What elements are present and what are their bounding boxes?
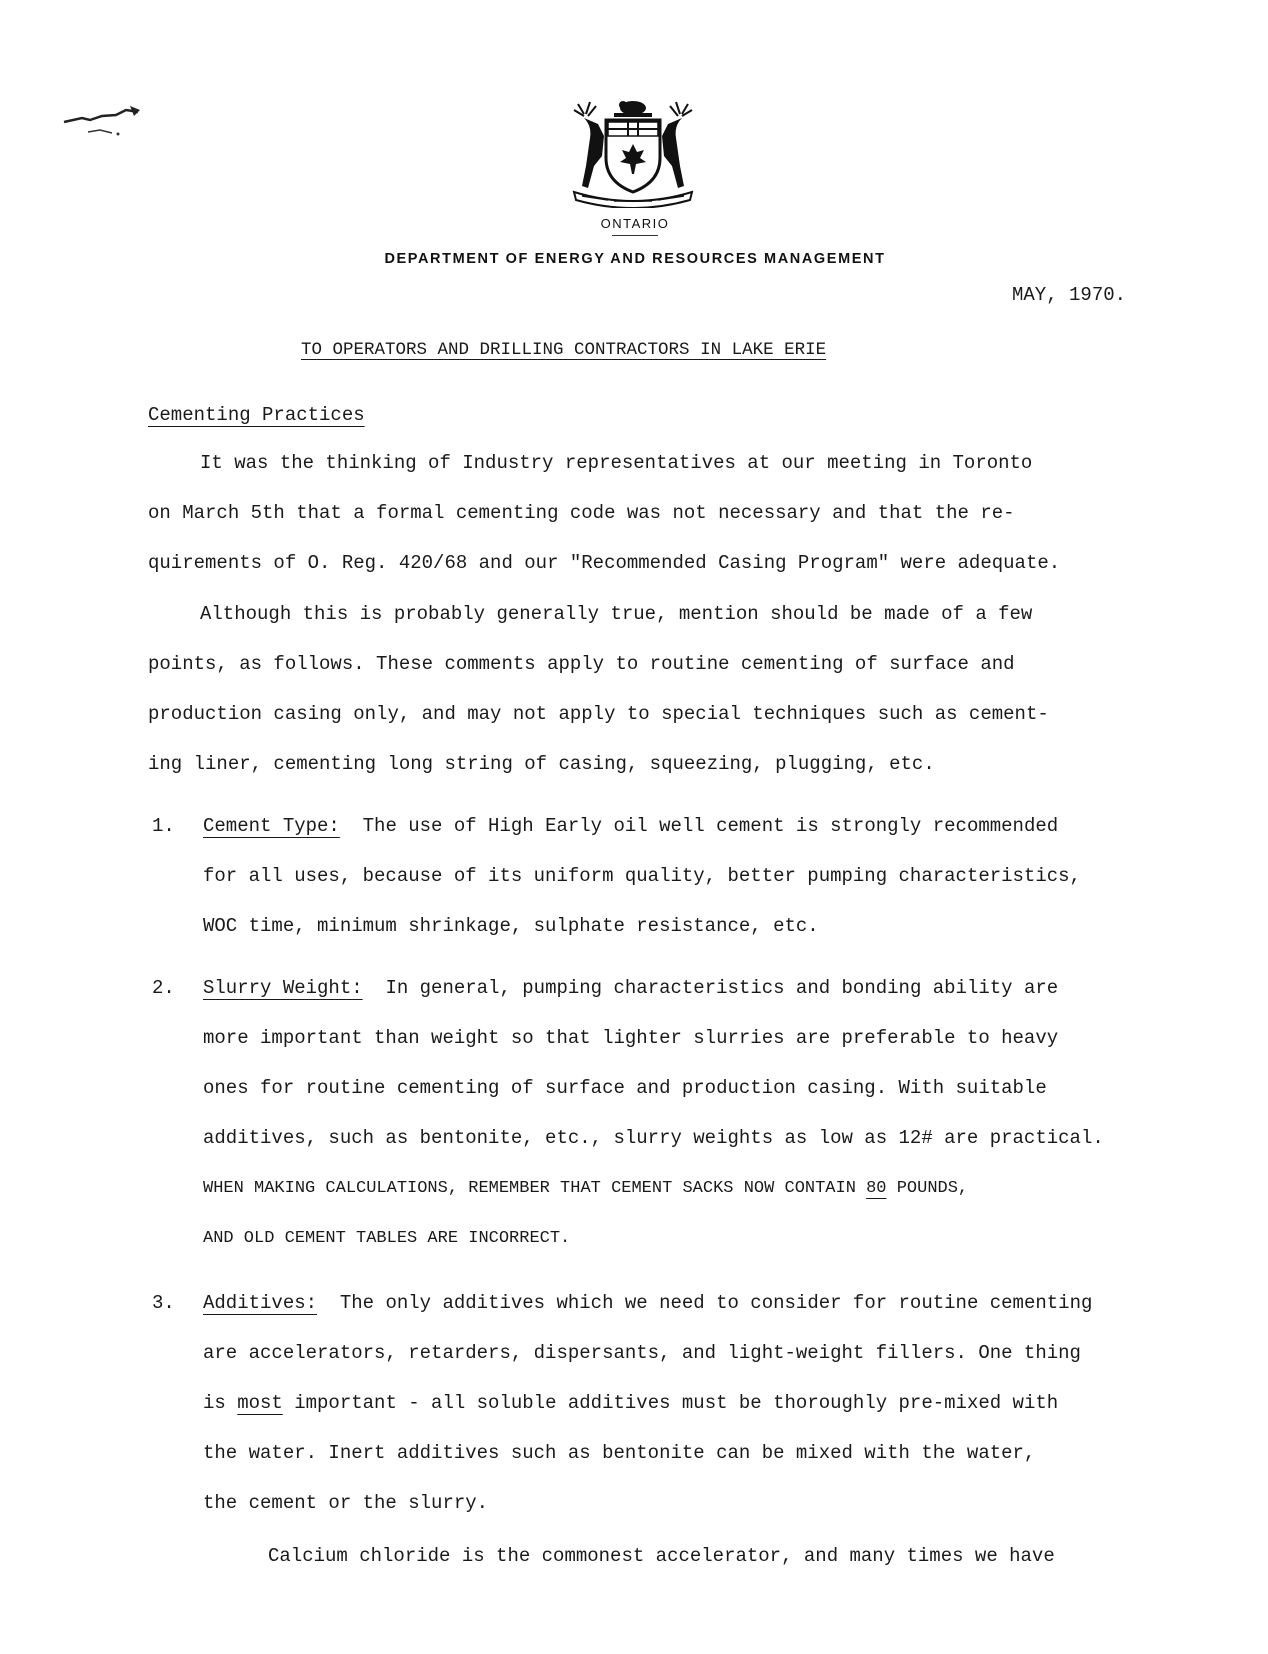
paragraph-line: for all uses, because of its uniform quality, better pumping characteristics, [203,865,1081,887]
paragraph-line: points, as follows. These comments apply to routine cementing of surface and [148,653,1015,675]
ontario-coat-of-arms-icon [568,96,698,208]
item-text: The use of High Early oil well cement is strongly recommended [362,815,1059,837]
paragraph-line: Although this is probably generally true, mention should be made of a few [200,603,1033,625]
paragraph-line: are accelerators, retarders, dispersants, and light-weight fillers. One thing [203,1342,1081,1364]
list-number: 1. [152,815,175,837]
item-term: Slurry Weight: [203,977,363,999]
caps-text: POUNDS, [886,1179,969,1198]
item-text: important - all soluble additives must be thoroughly pre-mixed with [282,1392,1059,1414]
paragraph-line: on March 5th that a formal cementing code was not necessary and that the re- [148,502,1015,524]
caps-notice-line [203,1179,968,1198]
document-date: MAY, 1970. [1012,284,1127,306]
item-text: In general, pumping characteristics and bonding ability are [385,977,1059,999]
scan-mark-icon [60,100,150,145]
paragraph-line: ones for routine cementing of surface and production casing. With suitable [203,1077,1047,1099]
section-title: Cementing Practices [148,404,365,426]
paragraph-line: the cement or the slurry. [203,1492,489,1514]
province-name: ONTARIO [600,216,670,231]
item-term: Additives: [203,1292,318,1314]
paragraph-line: Calcium chloride is the commonest accelerator, and many times we have [268,1545,1055,1567]
item-term: Cement Type: [203,815,340,837]
list-number: 2. [152,977,175,999]
caps-notice-line: AND OLD CEMENT TABLES ARE INCORRECT. [203,1229,571,1248]
paragraph-line [203,1392,1058,1414]
paragraph-line: more important than weight so that lighter slurries are preferable to heavy [203,1027,1059,1049]
paragraph-line: the water. Inert additives such as bentonite can be mixed with the water, [203,1442,1036,1464]
emphasis-value: 80 [866,1179,887,1198]
paragraph-line: quirements of O. Reg. 420/68 and our "Recommended Casing Program" were adequate. [148,552,1061,574]
item-text: is [203,1392,238,1414]
list-item-first-line [203,977,1058,999]
emphasis-word: most [237,1392,283,1414]
paragraph-line: It was the thinking of Industry representatives at our meeting in Toronto [200,452,1033,474]
paragraph-line: production casing only, and may not apply to special techniques such as cement- [148,703,1049,725]
paragraph-line: ing liner, cementing long string of casing, squeezing, plugging, etc. [148,753,935,775]
list-item-first-line [203,1292,1092,1314]
list-number: 3. [152,1292,175,1314]
paragraph-line: additives, such as bentonite, etc., slurry weights as low as 12# are practical. [203,1127,1104,1149]
document-title: TO OPERATORS AND DRILLING CONTRACTORS IN LAKE ERIE [301,340,827,360]
department-name: DEPARTMENT OF ENERGY AND RESOURCES MANAGEMENT [384,251,886,267]
paragraph-line: WOC time, minimum shrinkage, sulphate resistance, etc. [203,915,819,937]
list-item-first-line [203,815,1058,837]
caps-text: WHEN MAKING CALCULATIONS, REMEMBER THAT CEMENT SACKS NOW CONTAIN [203,1179,867,1198]
divider [612,235,658,236]
item-text: The only additives which we need to consider for routine cementing [339,1292,1093,1314]
